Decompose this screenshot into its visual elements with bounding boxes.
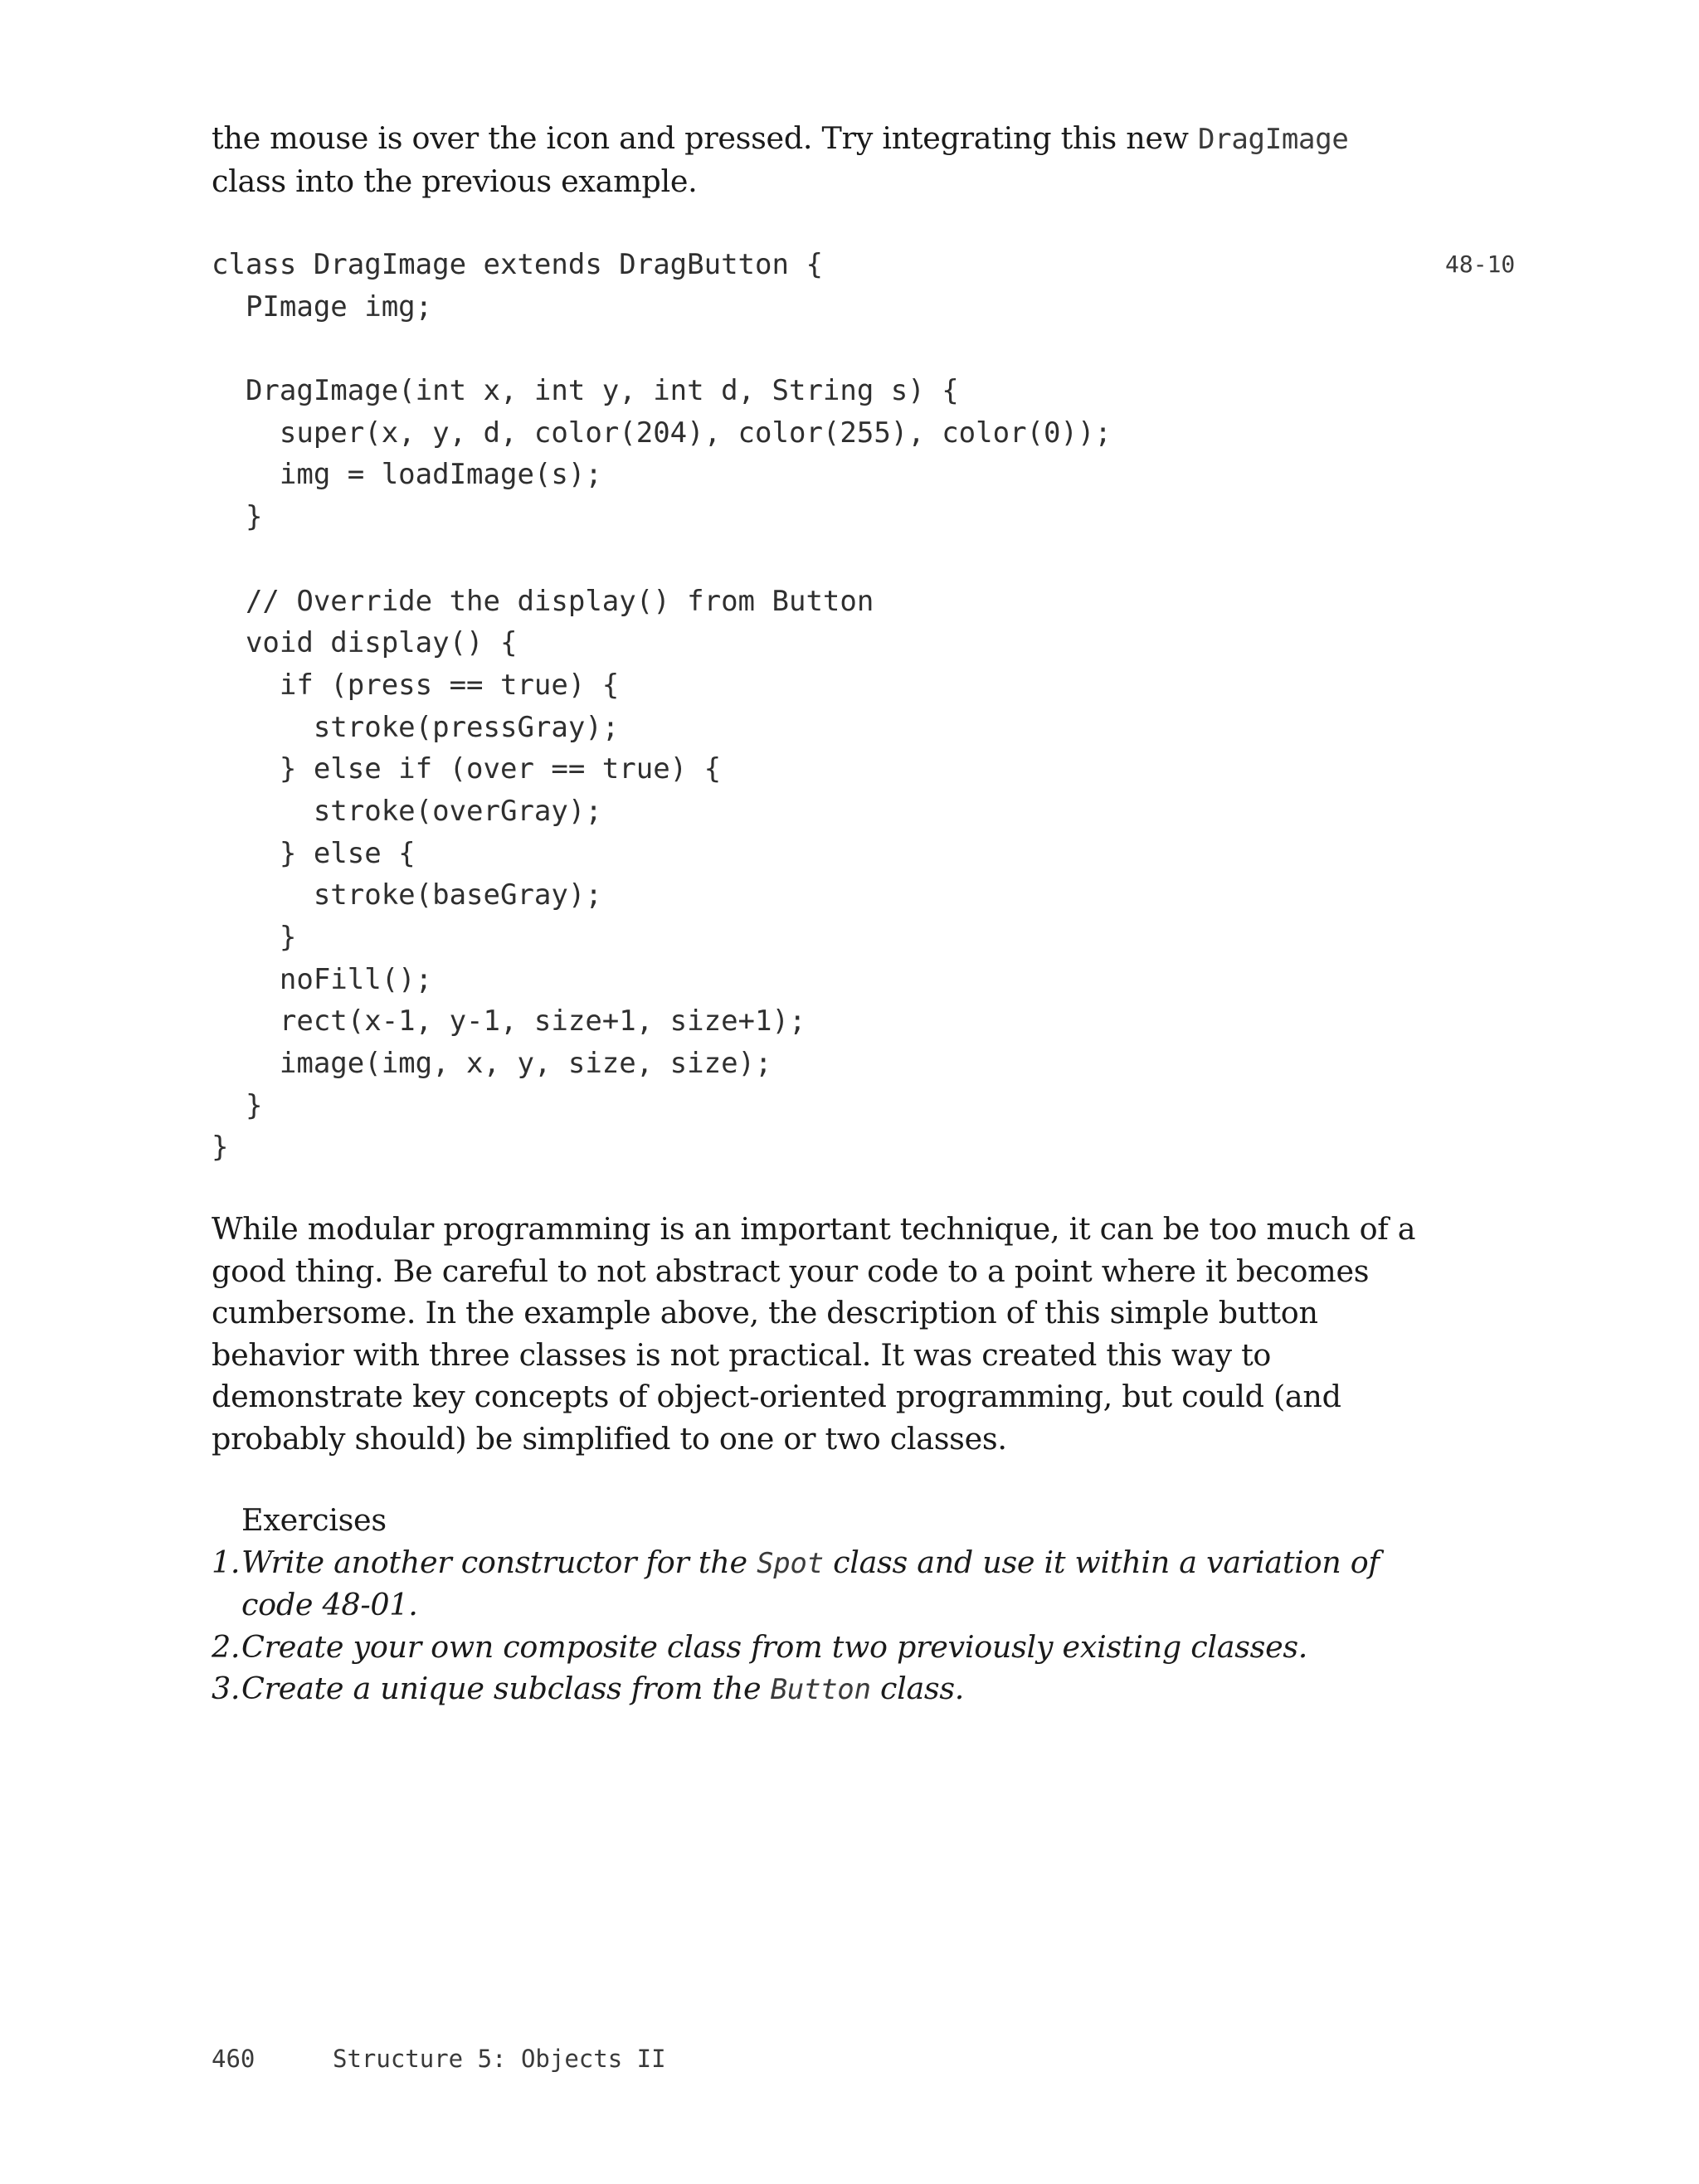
exercises-title: Exercises xyxy=(241,1502,387,1538)
code-line: class DragImage extends DragButton { xyxy=(212,248,823,281)
body-paragraph xyxy=(212,1209,1423,1460)
code-line xyxy=(212,538,1112,581)
code-line: DragImage(int x, int y, int d, String s) { xyxy=(212,374,959,408)
code-line: noFill(); xyxy=(212,962,433,996)
exercise-inline-code: Button xyxy=(770,1673,871,1706)
code-line: rect(x-1, y-1, size+1, size+1); xyxy=(212,1004,806,1038)
code-example-number: 48-10 xyxy=(1445,251,1516,278)
code-line: stroke(overGray); xyxy=(212,794,602,828)
page-number: 460 xyxy=(212,2045,256,2073)
page-footer xyxy=(212,2042,666,2075)
intro-text-after: class into the previous example. xyxy=(212,163,698,199)
exercise-number: 1. xyxy=(212,1544,241,1580)
code-line: PImage img; xyxy=(212,289,433,323)
exercise-number: 2. xyxy=(212,1628,241,1665)
code-line xyxy=(212,328,1112,370)
exercise-text-after: class and use it within a variation of code 48-01. xyxy=(241,1544,1380,1622)
exercise-item-3 xyxy=(212,1668,1456,1711)
exercises-section xyxy=(212,1500,1456,1711)
code-line: } xyxy=(212,1088,263,1122)
exercise-text-before: Create your own composite class from two previously existing classes. xyxy=(241,1628,1308,1665)
exercise-text-before: Create a unique subclass from the xyxy=(241,1671,771,1706)
exercise-inline-code: Spot xyxy=(757,1546,824,1580)
intro-paragraph xyxy=(212,118,1423,202)
code-line: } xyxy=(212,500,263,534)
exercise-text-after: class. xyxy=(870,1671,965,1706)
exercise-item-2 xyxy=(212,1627,1456,1669)
code-line: image(img, x, y, size, size); xyxy=(212,1047,772,1081)
code-line: stroke(baseGray); xyxy=(212,878,602,912)
code-line: } xyxy=(212,1131,229,1165)
code-line: } xyxy=(212,921,297,954)
exercise-text-before: Write another constructor for the xyxy=(241,1544,757,1580)
exercise-item-1 xyxy=(212,1542,1456,1627)
code-line: if (press == true) { xyxy=(212,668,620,702)
code-line: void display() { xyxy=(212,626,518,660)
code-line: img = loadImage(s); xyxy=(212,458,602,492)
intro-text-before: the mouse is over the icon and pressed. Try integrating this new xyxy=(212,120,1199,156)
chapter-title: Structure 5: Objects II xyxy=(333,2045,666,2073)
code-listing xyxy=(212,244,1112,1169)
intro-inline-code: DragImage xyxy=(1198,123,1349,156)
code-line: } else if (over == true) { xyxy=(212,752,722,786)
exercise-number: 3. xyxy=(212,1671,241,1706)
code-line: // Override the display() from Button xyxy=(212,584,874,618)
code-line: super(x, y, d, color(204), color(255), color(0)); xyxy=(212,416,1112,450)
code-line: } else { xyxy=(212,836,416,870)
code-line: stroke(pressGray); xyxy=(212,710,620,744)
body-paragraph-text: While modular programming is an important technique, it can be too much of a good thing. Be careful to not abstract your code to a point where it becomes cumbersome. In the example above, the description of this simple button behavior with three classes is not practical. It was created this way to demonstrate key concepts of object-oriented programming, but could (and probably should) be simplified to one or two classes. xyxy=(212,1211,1416,1457)
